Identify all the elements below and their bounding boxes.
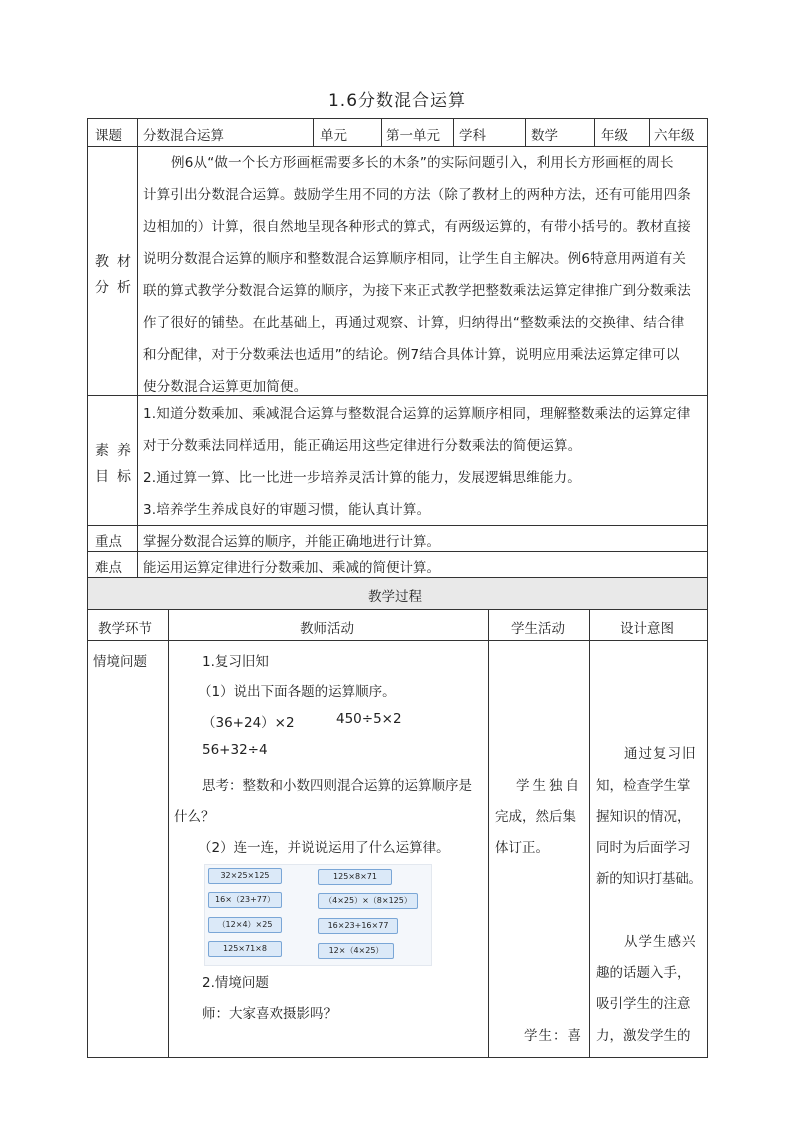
design-line: 新的知识打基础。 — [596, 871, 702, 887]
material-line: 说明分数混合运算的顺序和整数混合运算顺序相同，让学生自主解决。例6特意用两道有关 — [143, 251, 687, 267]
process-header-row — [87, 609, 708, 641]
material-text — [143, 147, 705, 403]
subject-value: 数学 — [531, 128, 558, 144]
material-line: 边相加的）计算，很自然地呈现各种形式的算式，有两级运算的，有带小括号的。教材直接 — [143, 219, 691, 235]
design-line: 从学生感兴 — [624, 934, 697, 950]
teacher-expr: 56+32÷4 — [202, 742, 268, 758]
expression-chip[interactable]: 12×（4×25） — [318, 943, 394, 959]
expression-chip[interactable]: 16×23+16×77 — [318, 918, 398, 934]
expression-chip[interactable]: 16×（23+77） — [208, 892, 282, 908]
key-point-value: 掌握分数混合运算的顺序，并能正确地进行计算。 — [143, 534, 440, 550]
design-line: 知，检查学生掌 — [596, 778, 691, 794]
teacher-line: 师：大家喜欢摄影吗？ — [202, 1006, 337, 1022]
goal-line: 3.培养学生养成良好的审题习惯，能认真计算。 — [143, 502, 431, 518]
col-student: 学生活动 — [511, 621, 565, 637]
stage-name: 情境问题 — [93, 654, 147, 670]
page-title: 1.6分数混合运算 — [327, 91, 467, 111]
process-title: 教学过程 — [368, 589, 422, 605]
teacher-expr: （36+24）×2 — [202, 715, 295, 731]
grade-label: 年级 — [601, 128, 628, 144]
student-line: 学生独自 — [516, 778, 582, 794]
expression-chip[interactable]: 32×25×125 — [208, 868, 282, 884]
design-line: 同时为后面学习 — [596, 840, 691, 856]
teacher-line: （1）说出下面各题的运算顺序。 — [198, 684, 396, 700]
expression-chip[interactable]: 125×8×71 — [318, 869, 392, 885]
teacher-expr: 450÷5×2 — [336, 711, 402, 727]
goals-label-1: 素养 — [95, 443, 139, 459]
expression-chip[interactable]: 125×71×8 — [208, 941, 282, 957]
goal-line: 1.知道分数乘加、乘减混合运算与整数混合运算的运算顺序相同，理解整数乘法的运算定律 — [143, 406, 691, 422]
teacher-line: 思考：整数和小数四则混合运算的运算顺序是 — [202, 778, 472, 794]
material-line: 例6从“做一个长方形画框需要多长的木条”的实际问题引入，利用长方形画框的周长 — [171, 155, 674, 171]
material-line: 作了很好的铺垫。在此基础上，再通过观察、计算，归纳得出“整数乘法的交换律、结合律 — [143, 315, 685, 331]
material-line: 计算引出分数混合运算。鼓励学生用不同的方法（除了教材上的两种方法，还有可能用四条 — [143, 187, 691, 203]
topic-label: 课题 — [95, 128, 122, 144]
teacher-line: 什么？ — [174, 809, 215, 825]
design-line: 趣的话题入手， — [596, 965, 691, 981]
design-line: 吸引学生的注意 — [596, 996, 691, 1012]
design-line: 通过复习旧 — [624, 746, 697, 762]
material-label-1: 教材 — [95, 254, 139, 270]
teacher-line: 1.复习旧知 — [202, 654, 269, 670]
student-line: 完成，然后集 — [495, 809, 576, 825]
material-line: 联的算式教学分数混合运算的顺序，为接下来正式教学把整数乘法运算定律推广到分数乘法 — [143, 283, 691, 299]
col-teacher: 教师活动 — [300, 621, 354, 637]
goals-text — [143, 398, 705, 526]
expression-chip[interactable]: （12×4）×25 — [208, 917, 282, 933]
teacher-line: （2）连一连，并说说运用了什么运算律。 — [198, 840, 450, 856]
material-line: 使分数混合运算更加简便。 — [143, 379, 308, 395]
goals-label-2: 目标 — [95, 469, 139, 485]
col-stage: 教学环节 — [98, 621, 152, 637]
material-label-2: 分析 — [95, 280, 139, 296]
goal-line: 对于分数乘法同样适用，能正确运用这些定律进行分数乘法的简便运算。 — [143, 438, 582, 454]
key-point-label: 重点 — [95, 534, 122, 550]
teacher-line: 2.情境问题 — [202, 975, 269, 991]
design-line: 力，激发学生的 — [596, 1028, 691, 1044]
col-design: 设计意图 — [620, 621, 674, 637]
material-line: 和分配律，对于分数乘法也适用”的结论。例7结合具体计算，说明应用乘法运算定律可以 — [143, 347, 680, 363]
topic-value: 分数混合运算 — [143, 128, 224, 144]
student-line: 体订正。 — [495, 840, 549, 856]
difficulty-value: 能运用运算定律进行分数乘加、乘减的简便计算。 — [143, 560, 440, 576]
goal-line: 2.通过算一算、比一比进一步培养灵活计算的能力，发展逻辑思维能力。 — [143, 470, 581, 486]
student-line: 学生：喜 — [524, 1028, 582, 1044]
design-line: 握知识的情况， — [596, 809, 691, 825]
subject-label: 学科 — [459, 128, 486, 144]
grade-value: 六年级 — [654, 128, 695, 144]
expression-chip[interactable]: （4×25）×（8×125） — [318, 893, 418, 909]
difficulty-label: 难点 — [95, 560, 122, 576]
unit-value: 第一单元 — [386, 128, 440, 144]
unit-label: 单元 — [320, 128, 347, 144]
